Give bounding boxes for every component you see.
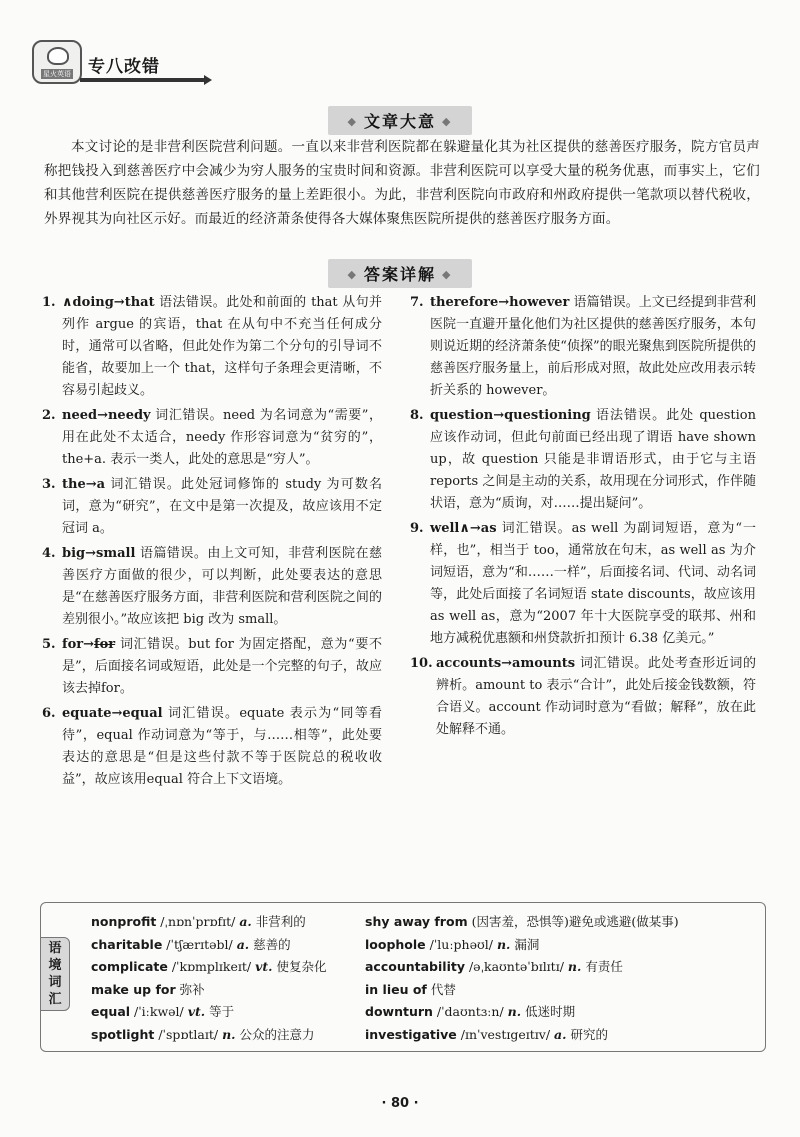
vocab-entry: spotlight /ˈspɒtlaɪt/ n. 公众的注意力: [91, 1026, 315, 1042]
struck-word: for: [94, 637, 116, 652]
explanation: 语篇错误。由上文可知，非营利医院在慈善医疗方面做的很少，可以判断，此处要表达的意思是“在慈善医疗服务方面，非营利医院和营利医院之间的差别很小。”故应该把 big 改为 small。: [62, 546, 382, 627]
vocab-entry: make up for 弥补: [91, 981, 205, 997]
correction: need→needy: [62, 408, 151, 423]
explanation: 词汇错误。as well 为副词短语，意为“一样，也”，相当于 too，通常放在句末，as well as 为介词短语，意为“和……一样”，后面接名词、代词、动名词等，此处后面接了名词短语 state discounts，故应该用 as well as，意为“2007 年十大医院享受的联邦、州和地方减税优惠额和州贷款折扣预计 6.38 亿美元。”: [430, 521, 756, 646]
vocabulary-label: 语 境 词 汇: [40, 937, 70, 1011]
answers-heading: ◆ 答案详解 ◆: [0, 259, 800, 288]
answer-item: 10. accounts→amounts 词汇错误。此处考查形近词的辨析。amount to 表示“合计”，此处后接金钱数额，符合语义。account 作动词时意为“看做；解释”，放在此处解释不通。: [410, 656, 756, 737]
section-header-title: 专八改错: [88, 57, 160, 77]
vocab-entry: charitable /ˈtʃærɪtəbl/ a. 慈善的: [91, 936, 291, 952]
series-logo-icon: [32, 40, 82, 84]
vocab-entry: loophole /ˈluːphəʊl/ n. 漏洞: [365, 936, 540, 952]
vocabulary-list-left: [91, 911, 381, 1046]
correction: big→small: [62, 546, 136, 561]
answer-item: 1. ∧doing→that 语法错误。此处和前面的 that 从句并列作 argue 的宾语，that 在从句中不充当任何成分时，通常可以省略，但此处作为第二个分句的引导词不能省，故要加上一个 that，这样句子条理会更清晰，不容易引起歧义。: [42, 295, 382, 398]
answer-item: 9. well∧→as 词汇错误。as well 为副词短语，意为“一样，也”，相当于 too，通常放在句末，as well as 为介词短语，意为“和……一样”，后面接名词、代词、动名词等，此处后面接了名词短语 state discounts，故应该用 as well as，意为“2007 年十大医院享受的联邦、州和地方减税优惠额和州贷款折扣预计 6.38 亿美元。”: [410, 521, 756, 646]
vocab-entry: in lieu of 代替: [365, 981, 456, 997]
vocab-entry: downturn /ˈdaʊntɜːn/ n. 低迷时期: [365, 1004, 576, 1019]
correction: the→a: [62, 477, 106, 492]
explanation: 词汇错误。need 为名词意为“需要”，用在此处不太适合，needy 作形容词意为“贫穷的”，the+a. 表示一类人，此处的意思是“穷人”。: [62, 408, 382, 467]
explanation: 词汇错误。but for 为固定搭配，意为“要不是”，后面接名词或短语，此处是一个完整的句子，故应该去掉for。: [62, 637, 382, 696]
correction: therefore→however: [430, 295, 570, 310]
answer-item: 3. the→a 词汇错误。此处冠词修饰的 study 为可数名词，意为“研究”，在文中是第一次提及，故应该用不定冠词 a。: [42, 477, 382, 536]
vocab-entry: accountability /əˌkaʊntəˈbɪlɪtɪ/ n. 有责任: [365, 959, 623, 974]
vocabulary-box: [40, 902, 766, 1052]
mascot-face-icon: [47, 47, 69, 65]
page-number: · 80 ·: [381, 1096, 419, 1111]
correction: equate→equal: [62, 706, 163, 721]
correction: well∧→as: [430, 521, 497, 536]
correction: for→: [62, 637, 95, 652]
logo-tag: 星火英语: [43, 70, 71, 78]
answer-item: 4. big→small 语篇错误。由上文可知，非营利医院在慈善医疗方面做的很少，可以判断，此处要表达的意思是“在慈善医疗服务方面，非营利医院和营利医院之间的差别很小。”故应该把 big 改为 small。: [42, 546, 382, 627]
vocab-entry: equal /ˈiːkwəl/ vt. 等于: [91, 1004, 235, 1019]
page-header: [32, 40, 800, 84]
answer-item: 5. for→for 词汇错误。but for 为固定搭配，意为“要不是”，后面接名词或短语，此处是一个完整的句子，故应该去掉for。: [42, 637, 382, 696]
vocab-entry: shy away from (因害羞，恐惧等)避免或逃避(做某事): [365, 914, 679, 929]
answer-item: 6. equate→equal 词汇错误。equate 表示为“同等看待”，equal 作动词意为“等于，与……相等”，此处要表达的意思是“但是这些付款不等于医院总的税收收益”，故应该用equal 符合上下文语境。: [42, 706, 382, 787]
correction: accounts→amounts: [436, 656, 576, 671]
explanation: 语篇错误。上文已经提到非营利医院一直避开量化他们为社区提供的慈善医疗服务，本句则说近期的经济萧条使“侦探”的眼光聚焦到医院所提供的慈善医疗服务量上，前后形成对照，故此处应改用表示转折关系的 however。: [430, 295, 756, 398]
answers-column-right: [410, 292, 756, 744]
explanation: 语法错误。此处和前面的 that 从句并列作 argue 的宾语，that 在从句中不充当任何成分时，通常可以省略，但此处作为第二个分句的引导词不能省，故要加上一个 that，这样句子条理会更清晰，不容易引起歧义。: [62, 295, 382, 398]
vocab-entry: nonprofit /ˌnɒnˈprɒfɪt/ a. 非营利的: [91, 914, 306, 929]
explanation: 词汇错误。此处考查形近词的辨析。amount to 表示“合计”，此处后接金钱数额，符合语义。account 作动词时意为“看做；解释”，放在此处解释不通。: [436, 656, 756, 737]
explanation: 词汇错误。equate 表示为“同等看待”，equal 作动词意为“等于，与……相等”，此处要表达的意思是“但是这些付款不等于医院总的税收收益”，故应该用equal 符合上下文语境。: [62, 706, 382, 787]
correction: ∧doing→that: [62, 295, 155, 310]
answer-item: 7. therefore→however 语篇错误。上文已经提到非营利医院一直避开量化他们为社区提供的慈善医疗服务，本句则说近期的经济萧条使“侦探”的眼光聚焦到医院所提供的慈善医疗服务量上，前后形成对照，故此处应改用表示转折关系的 however。: [410, 295, 756, 398]
explanation: 语法错误。此处 question 应该作动词，但此句前面已经出现了谓语 have shown up，故 question 只能是非谓语形式，由于它与主语 reports 之间是主动的关系，故用现在分词形式，作伴随状语，意为“质询，对……提出疑问”。: [430, 408, 756, 511]
vocabulary-list-right: [365, 911, 745, 1046]
answer-item: 2. need→needy 词汇错误。need 为名词意为“需要”，用在此处不太适合，needy 作形容词意为“贫穷的”，the+a. 表示一类人，此处的意思是“穷人”。: [42, 408, 382, 467]
answers-column-left: [42, 292, 382, 794]
correction: question→questioning: [430, 408, 591, 423]
summary-heading: ◆ 文章大意 ◆: [0, 106, 800, 135]
vocab-entry: investigative /ɪnˈvestɪgeɪtɪv/ a. 研究的: [365, 1026, 608, 1042]
vocab-entry: complicate /ˈkɒmplɪkeɪt/ vt. 使复杂化: [91, 959, 327, 974]
header-underline: [80, 78, 206, 82]
summary-paragraph: 本文讨论的是非营利医院营利问题。一直以来非营利医院都在躲避量化其为社区提供的慈善医疗服务，院方官员声称把钱投入到慈善医疗中会减少为穷人服务的宝贵时间和资源。非营利医院可以享受大量的税务优惠，而事实上，它们和其他营利医院在提供慈善医疗服务的量上差距很小。为此，非营利医院向市政府和州政府提供一笔款项以替代税收，外界视其为向社区示好。而最近的经济萧条使得各大媒体聚焦医院所提供的慈善医疗服务方面。: [44, 139, 760, 227]
answer-item: 8. question→questioning 语法错误。此处 question 应该作动词，但此句前面已经出现了谓语 have shown up，故 question 只能是非谓语形式，由于它与主语 reports 之间是主动的关系，故用现在分词形式，作伴随状语，意为“质询，对……提出疑问”。: [410, 408, 756, 511]
explanation: 词汇错误。此处冠词修饰的 study 为可数名词，意为“研究”，在文中是第一次提及，故应该用不定冠词 a。: [62, 477, 382, 536]
